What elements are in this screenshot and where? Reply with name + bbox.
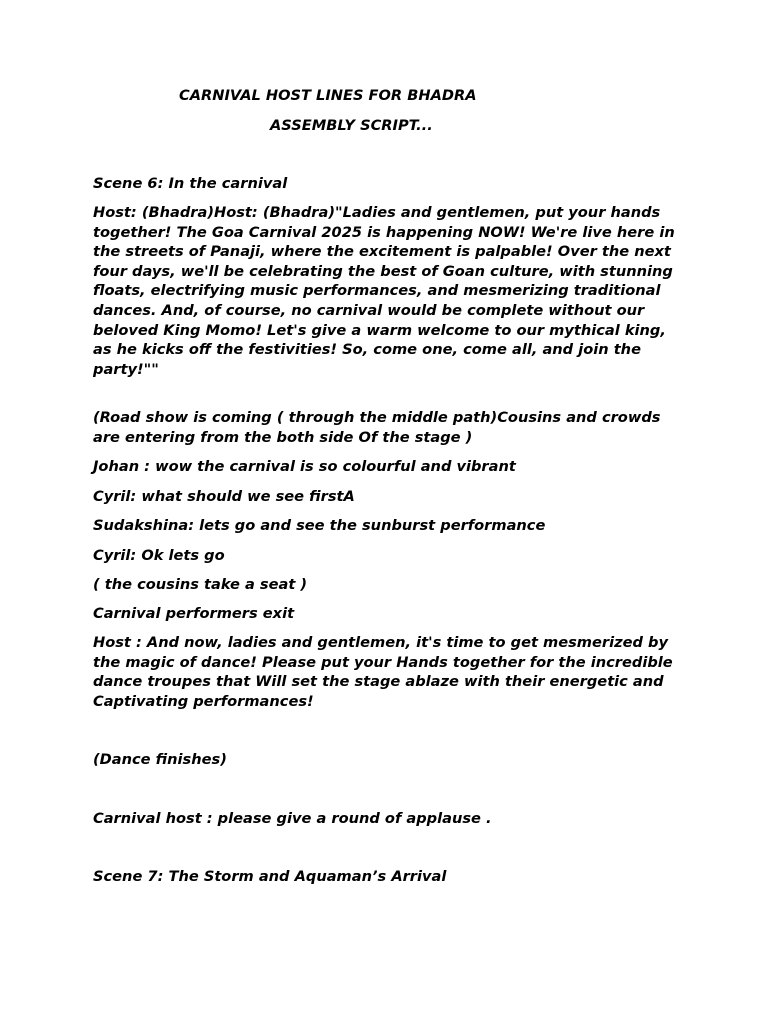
document-title: CARNIVAL HOST LINES FOR BHADRA xyxy=(179,87,477,104)
dialogue-line: Cyril: Ok lets go xyxy=(93,547,225,564)
host-dance-line: Host : And now, ladies and gentlemen, it's time to get mesmerized by the magic of dance! Please put your Hands together for the incredible dance troupes that Will set the stage ablaze with their energetic and Captivating performances! xyxy=(93,634,673,710)
stage-direction: ( the cousins take a seat ) xyxy=(93,576,308,593)
host-intro-line: Host: (Bhadra)Host: (Bhadra)"Ladies and gentlemen, put your hands together! The Goa Carnival 2025 is happening NOW! We're live here in the streets of Panaji, where the excitement is palpable! Over the next four days, we'll be celebrating the best of Goan culture, with stunning floats, electrifying music performances, and mesmerizing traditional dances. And, of course, no carnival would be complete without our beloved King Momo! Let's give a warm welcome to our mythical king, as he kicks off the festivities! So, come one, come all, and join the party!"" xyxy=(93,204,675,378)
dialogue-line: Johan : wow the carnival is so colourful and vibrant xyxy=(93,458,516,475)
stage-direction: (Dance finishes) xyxy=(93,751,227,768)
document-subtitle: ASSEMBLY SCRIPT... xyxy=(270,117,433,134)
stage-direction: (Road show is coming ( through the middle path)Cousins and crowds are entering from the both side Of the stage ) xyxy=(93,409,661,446)
scene-heading: Scene 7: The Storm and Aquaman’s Arrival xyxy=(93,868,447,885)
scene-heading: Scene 6: In the carnival xyxy=(93,175,288,192)
stage-direction: Carnival performers exit xyxy=(93,605,295,622)
dialogue-line: Cyril: what should we see firstA xyxy=(93,488,355,505)
host-applause-line: Carnival host : please give a round of applause . xyxy=(93,810,492,827)
dialogue-line: Sudakshina: lets go and see the sunburst performance xyxy=(93,517,546,534)
